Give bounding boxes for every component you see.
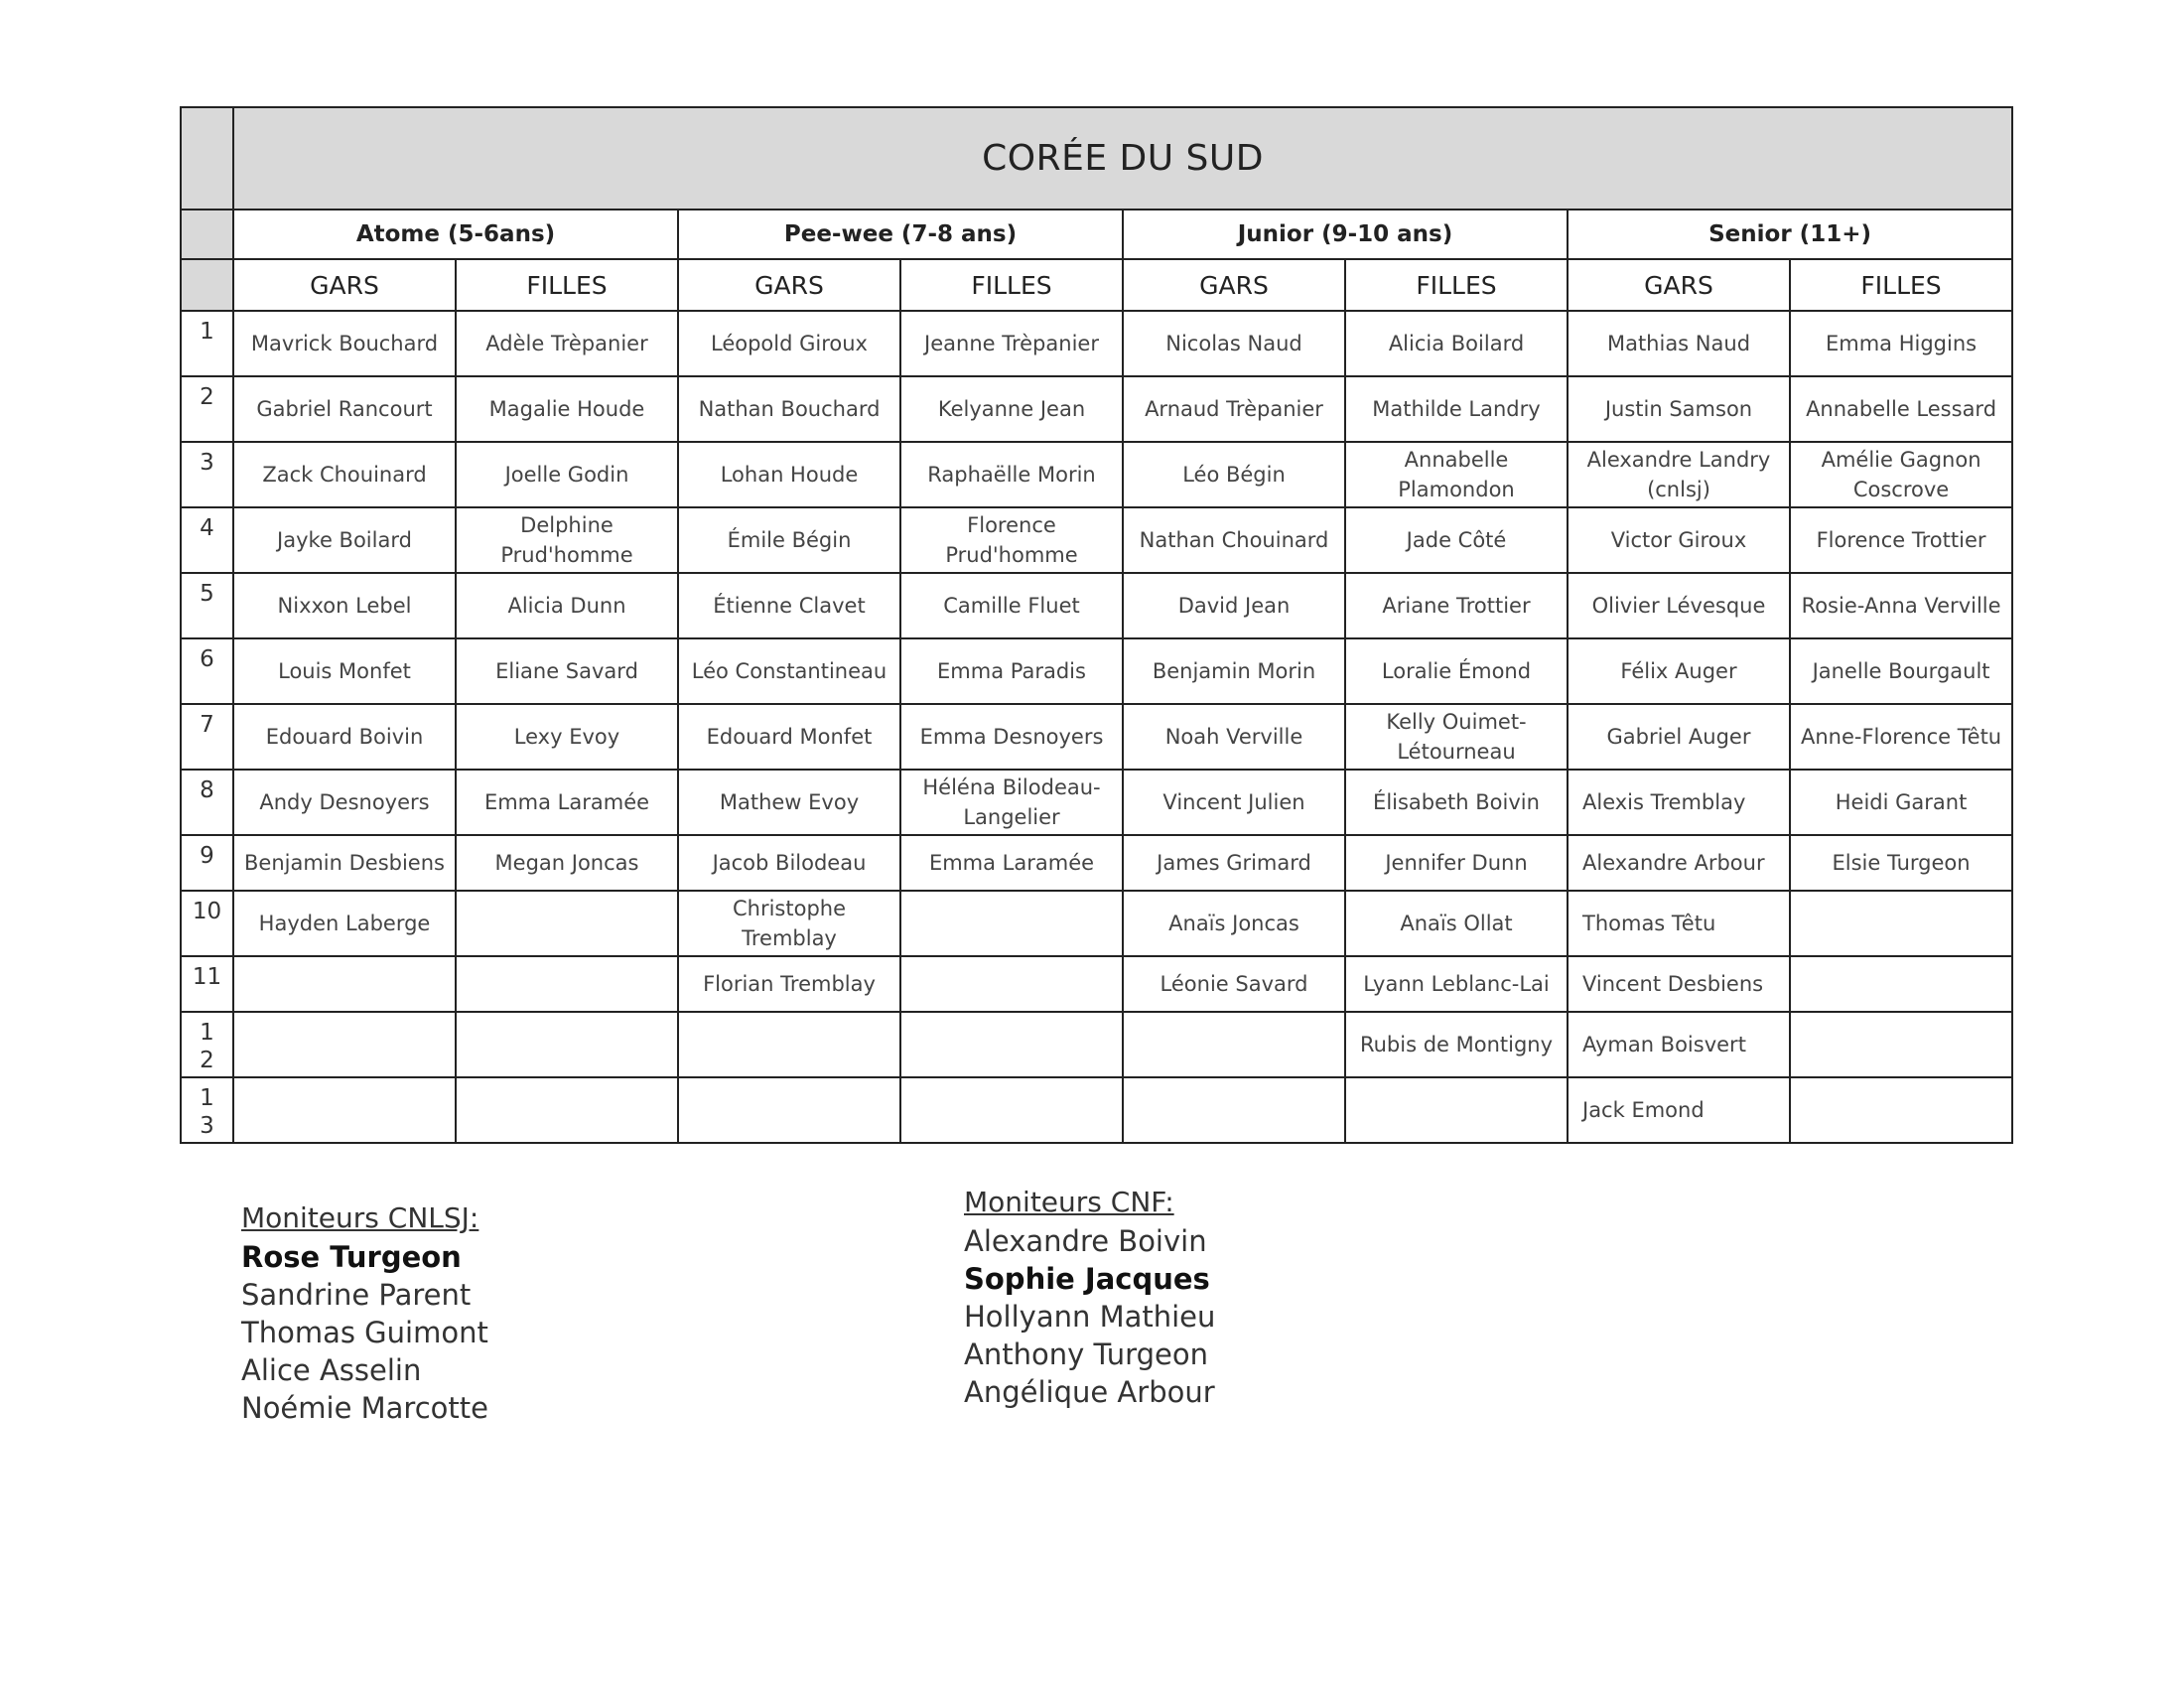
name-cell bbox=[233, 1012, 456, 1077]
name-cell bbox=[456, 1077, 678, 1143]
name-cell: Vincent Desbiens bbox=[1568, 956, 1790, 1012]
name-cell: Émile Bégin bbox=[678, 507, 900, 573]
name-cell: Benjamin Morin bbox=[1123, 638, 1345, 704]
name-cell: Thomas Têtu bbox=[1568, 891, 1790, 956]
name-cell: Florence Prud'homme bbox=[900, 507, 1123, 573]
name-cell: Lyann Leblanc-Lai bbox=[1345, 956, 1568, 1012]
table-row bbox=[181, 835, 2012, 891]
gender-header: GARS bbox=[1568, 259, 1790, 311]
table-row bbox=[181, 638, 2012, 704]
name-cell: Edouard Monfet bbox=[678, 704, 900, 770]
monitor-name: Hollyann Mathieu bbox=[964, 1300, 1216, 1334]
name-cell: Justin Samson bbox=[1568, 376, 1790, 442]
name-cell: Arnaud Trèpanier bbox=[1123, 376, 1345, 442]
name-cell bbox=[456, 956, 678, 1012]
name-cell: Héléna Bilodeau-Langelier bbox=[900, 770, 1123, 835]
name-cell: Vincent Julien bbox=[1123, 770, 1345, 835]
age-group-atome: Atome (5-6ans) bbox=[233, 210, 678, 259]
row-number: 7 bbox=[181, 704, 233, 770]
name-cell bbox=[900, 1077, 1123, 1143]
name-cell bbox=[1790, 891, 2012, 956]
name-cell: Janelle Bourgault bbox=[1790, 638, 2012, 704]
table-row bbox=[181, 376, 2012, 442]
name-cell: Andy Desnoyers bbox=[233, 770, 456, 835]
corner-cell bbox=[181, 210, 233, 259]
age-group-senior: Senior (11+) bbox=[1568, 210, 2012, 259]
name-cell: Florian Tremblay bbox=[678, 956, 900, 1012]
name-cell: Adèle Trèpanier bbox=[456, 311, 678, 376]
name-cell: Magalie Houde bbox=[456, 376, 678, 442]
table-row bbox=[181, 891, 2012, 956]
name-cell bbox=[900, 891, 1123, 956]
name-cell: Benjamin Desbiens bbox=[233, 835, 456, 891]
name-cell: Mathilde Landry bbox=[1345, 376, 1568, 442]
name-cell bbox=[456, 891, 678, 956]
name-cell: Jack Emond bbox=[1568, 1077, 1790, 1143]
age-group-junior: Junior (9-10 ans) bbox=[1123, 210, 1568, 259]
name-cell: Raphaëlle Morin bbox=[900, 442, 1123, 507]
name-cell: Félix Auger bbox=[1568, 638, 1790, 704]
name-cell: David Jean bbox=[1123, 573, 1345, 638]
name-cell: Heidi Garant bbox=[1790, 770, 2012, 835]
name-cell: Lohan Houde bbox=[678, 442, 900, 507]
name-cell: Jade Côté bbox=[1345, 507, 1568, 573]
name-cell: Jacob Bilodeau bbox=[678, 835, 900, 891]
name-cell: Anaïs Joncas bbox=[1123, 891, 1345, 956]
name-cell: Alicia Dunn bbox=[456, 573, 678, 638]
name-cell: Kelyanne Jean bbox=[900, 376, 1123, 442]
name-cell: Florence Trottier bbox=[1790, 507, 2012, 573]
name-cell: Emma Paradis bbox=[900, 638, 1123, 704]
monitor-name: Rose Turgeon bbox=[241, 1240, 462, 1274]
name-cell: Olivier Lévesque bbox=[1568, 573, 1790, 638]
name-cell: Camille Fluet bbox=[900, 573, 1123, 638]
monitor-name: Anthony Turgeon bbox=[964, 1337, 1208, 1371]
name-cell: Rubis de Montigny bbox=[1345, 1012, 1568, 1077]
row-number: 2 bbox=[181, 376, 233, 442]
name-cell: Louis Monfet bbox=[233, 638, 456, 704]
roster-body bbox=[181, 311, 2012, 1143]
monitor-name: Alice Asselin bbox=[241, 1353, 422, 1387]
table-row bbox=[181, 770, 2012, 835]
monitor-name: Noémie Marcotte bbox=[241, 1391, 488, 1425]
monitor-name: Thomas Guimont bbox=[241, 1316, 488, 1349]
name-cell: Lexy Evoy bbox=[456, 704, 678, 770]
roster-table bbox=[180, 106, 2013, 1144]
name-cell: Joelle Godin bbox=[456, 442, 678, 507]
table-row bbox=[181, 311, 2012, 376]
name-cell: Christophe Tremblay bbox=[678, 891, 900, 956]
name-cell: Rosie-Anna Verville bbox=[1790, 573, 2012, 638]
name-cell: Noah Verville bbox=[1123, 704, 1345, 770]
name-cell: Léo Constantineau bbox=[678, 638, 900, 704]
name-cell: Alexandre Arbour bbox=[1568, 835, 1790, 891]
gender-header: GARS bbox=[1123, 259, 1345, 311]
monitor-name: Sandrine Parent bbox=[241, 1278, 472, 1312]
name-cell: Annabelle Lessard bbox=[1790, 376, 2012, 442]
gender-header: FILLES bbox=[456, 259, 678, 311]
name-cell: Jeanne Trèpanier bbox=[900, 311, 1123, 376]
name-cell: Edouard Boivin bbox=[233, 704, 456, 770]
gender-header: GARS bbox=[678, 259, 900, 311]
name-cell bbox=[1123, 1077, 1345, 1143]
table-row bbox=[181, 1012, 2012, 1077]
table-row bbox=[181, 507, 2012, 573]
monitors-cnf bbox=[964, 1186, 1215, 1411]
name-cell: Emma Laramée bbox=[456, 770, 678, 835]
name-cell: James Grimard bbox=[1123, 835, 1345, 891]
name-cell bbox=[900, 956, 1123, 1012]
name-cell: Amélie Gagnon Coscrove bbox=[1790, 442, 2012, 507]
name-cell: Zack Chouinard bbox=[233, 442, 456, 507]
name-cell: Mathew Evoy bbox=[678, 770, 900, 835]
name-cell: Nixxon Lebel bbox=[233, 573, 456, 638]
name-cell bbox=[900, 1012, 1123, 1077]
monitor-name: Angélique Arbour bbox=[964, 1375, 1215, 1409]
name-cell: Jayke Boilard bbox=[233, 507, 456, 573]
name-cell bbox=[1123, 1012, 1345, 1077]
name-cell: Léo Bégin bbox=[1123, 442, 1345, 507]
row-number: 1 2 bbox=[181, 1012, 233, 1077]
name-cell: Alexis Tremblay bbox=[1568, 770, 1790, 835]
gender-header: FILLES bbox=[900, 259, 1123, 311]
table-row bbox=[181, 1077, 2012, 1143]
gender-header: GARS bbox=[233, 259, 456, 311]
name-cell: Anaïs Ollat bbox=[1345, 891, 1568, 956]
name-cell bbox=[1790, 1012, 2012, 1077]
gender-header: FILLES bbox=[1790, 259, 2012, 311]
name-cell: Mathias Naud bbox=[1568, 311, 1790, 376]
row-number: 1 3 bbox=[181, 1077, 233, 1143]
name-cell: Elsie Turgeon bbox=[1790, 835, 2012, 891]
corner-cell bbox=[181, 107, 233, 210]
row-number: 1 bbox=[181, 311, 233, 376]
name-cell: Emma Higgins bbox=[1790, 311, 2012, 376]
name-cell: Gabriel Auger bbox=[1568, 704, 1790, 770]
name-cell: Kelly Ouimet-Létourneau bbox=[1345, 704, 1568, 770]
table-row bbox=[181, 573, 2012, 638]
name-cell: Victor Giroux bbox=[1568, 507, 1790, 573]
name-cell bbox=[456, 1012, 678, 1077]
name-cell: Étienne Clavet bbox=[678, 573, 900, 638]
name-cell: Ayman Boisvert bbox=[1568, 1012, 1790, 1077]
name-cell: Mavrick Bouchard bbox=[233, 311, 456, 376]
name-cell: Annabelle Plamondon bbox=[1345, 442, 1568, 507]
monitors-cnlsj-heading: Moniteurs CNLSJ: bbox=[241, 1201, 479, 1234]
monitor-name: Sophie Jacques bbox=[964, 1262, 1210, 1296]
row-number: 8 bbox=[181, 770, 233, 835]
row-number: 5 bbox=[181, 573, 233, 638]
name-cell bbox=[233, 1077, 456, 1143]
name-cell: Léopold Giroux bbox=[678, 311, 900, 376]
name-cell: Loralie Émond bbox=[1345, 638, 1568, 704]
row-number: 9 bbox=[181, 835, 233, 891]
age-group-peewee: Pee-wee (7-8 ans) bbox=[678, 210, 1123, 259]
row-number: 10 bbox=[181, 891, 233, 956]
name-cell: Léonie Savard bbox=[1123, 956, 1345, 1012]
corner-cell bbox=[181, 259, 233, 311]
monitors-cnf-heading: Moniteurs CNF: bbox=[964, 1186, 1174, 1218]
name-cell: Nicolas Naud bbox=[1123, 311, 1345, 376]
row-number: 6 bbox=[181, 638, 233, 704]
table-row bbox=[181, 956, 2012, 1012]
name-cell bbox=[1345, 1077, 1568, 1143]
monitor-name: Alexandre Boivin bbox=[964, 1224, 1207, 1258]
name-cell bbox=[678, 1012, 900, 1077]
name-cell bbox=[1790, 1077, 2012, 1143]
name-cell bbox=[1790, 956, 2012, 1012]
table-row bbox=[181, 704, 2012, 770]
name-cell: Ariane Trottier bbox=[1345, 573, 1568, 638]
name-cell: Anne-Florence Têtu bbox=[1790, 704, 2012, 770]
monitors-cnlsj bbox=[241, 1201, 488, 1427]
page-title: CORÉE DU SUD bbox=[233, 107, 2012, 210]
name-cell: Eliane Savard bbox=[456, 638, 678, 704]
name-cell: Alexandre Landry (cnlsj) bbox=[1568, 442, 1790, 507]
table-row bbox=[181, 442, 2012, 507]
name-cell bbox=[233, 956, 456, 1012]
name-cell: Delphine Prud'homme bbox=[456, 507, 678, 573]
gender-header: FILLES bbox=[1345, 259, 1568, 311]
name-cell: Nathan Chouinard bbox=[1123, 507, 1345, 573]
row-number: 4 bbox=[181, 507, 233, 573]
name-cell: Megan Joncas bbox=[456, 835, 678, 891]
row-number: 3 bbox=[181, 442, 233, 507]
name-cell: Élisabeth Boivin bbox=[1345, 770, 1568, 835]
row-number: 11 bbox=[181, 956, 233, 1012]
name-cell: Emma Laramée bbox=[900, 835, 1123, 891]
name-cell: Emma Desnoyers bbox=[900, 704, 1123, 770]
name-cell bbox=[678, 1077, 900, 1143]
name-cell: Nathan Bouchard bbox=[678, 376, 900, 442]
name-cell: Jennifer Dunn bbox=[1345, 835, 1568, 891]
name-cell: Hayden Laberge bbox=[233, 891, 456, 956]
name-cell: Gabriel Rancourt bbox=[233, 376, 456, 442]
name-cell: Alicia Boilard bbox=[1345, 311, 1568, 376]
